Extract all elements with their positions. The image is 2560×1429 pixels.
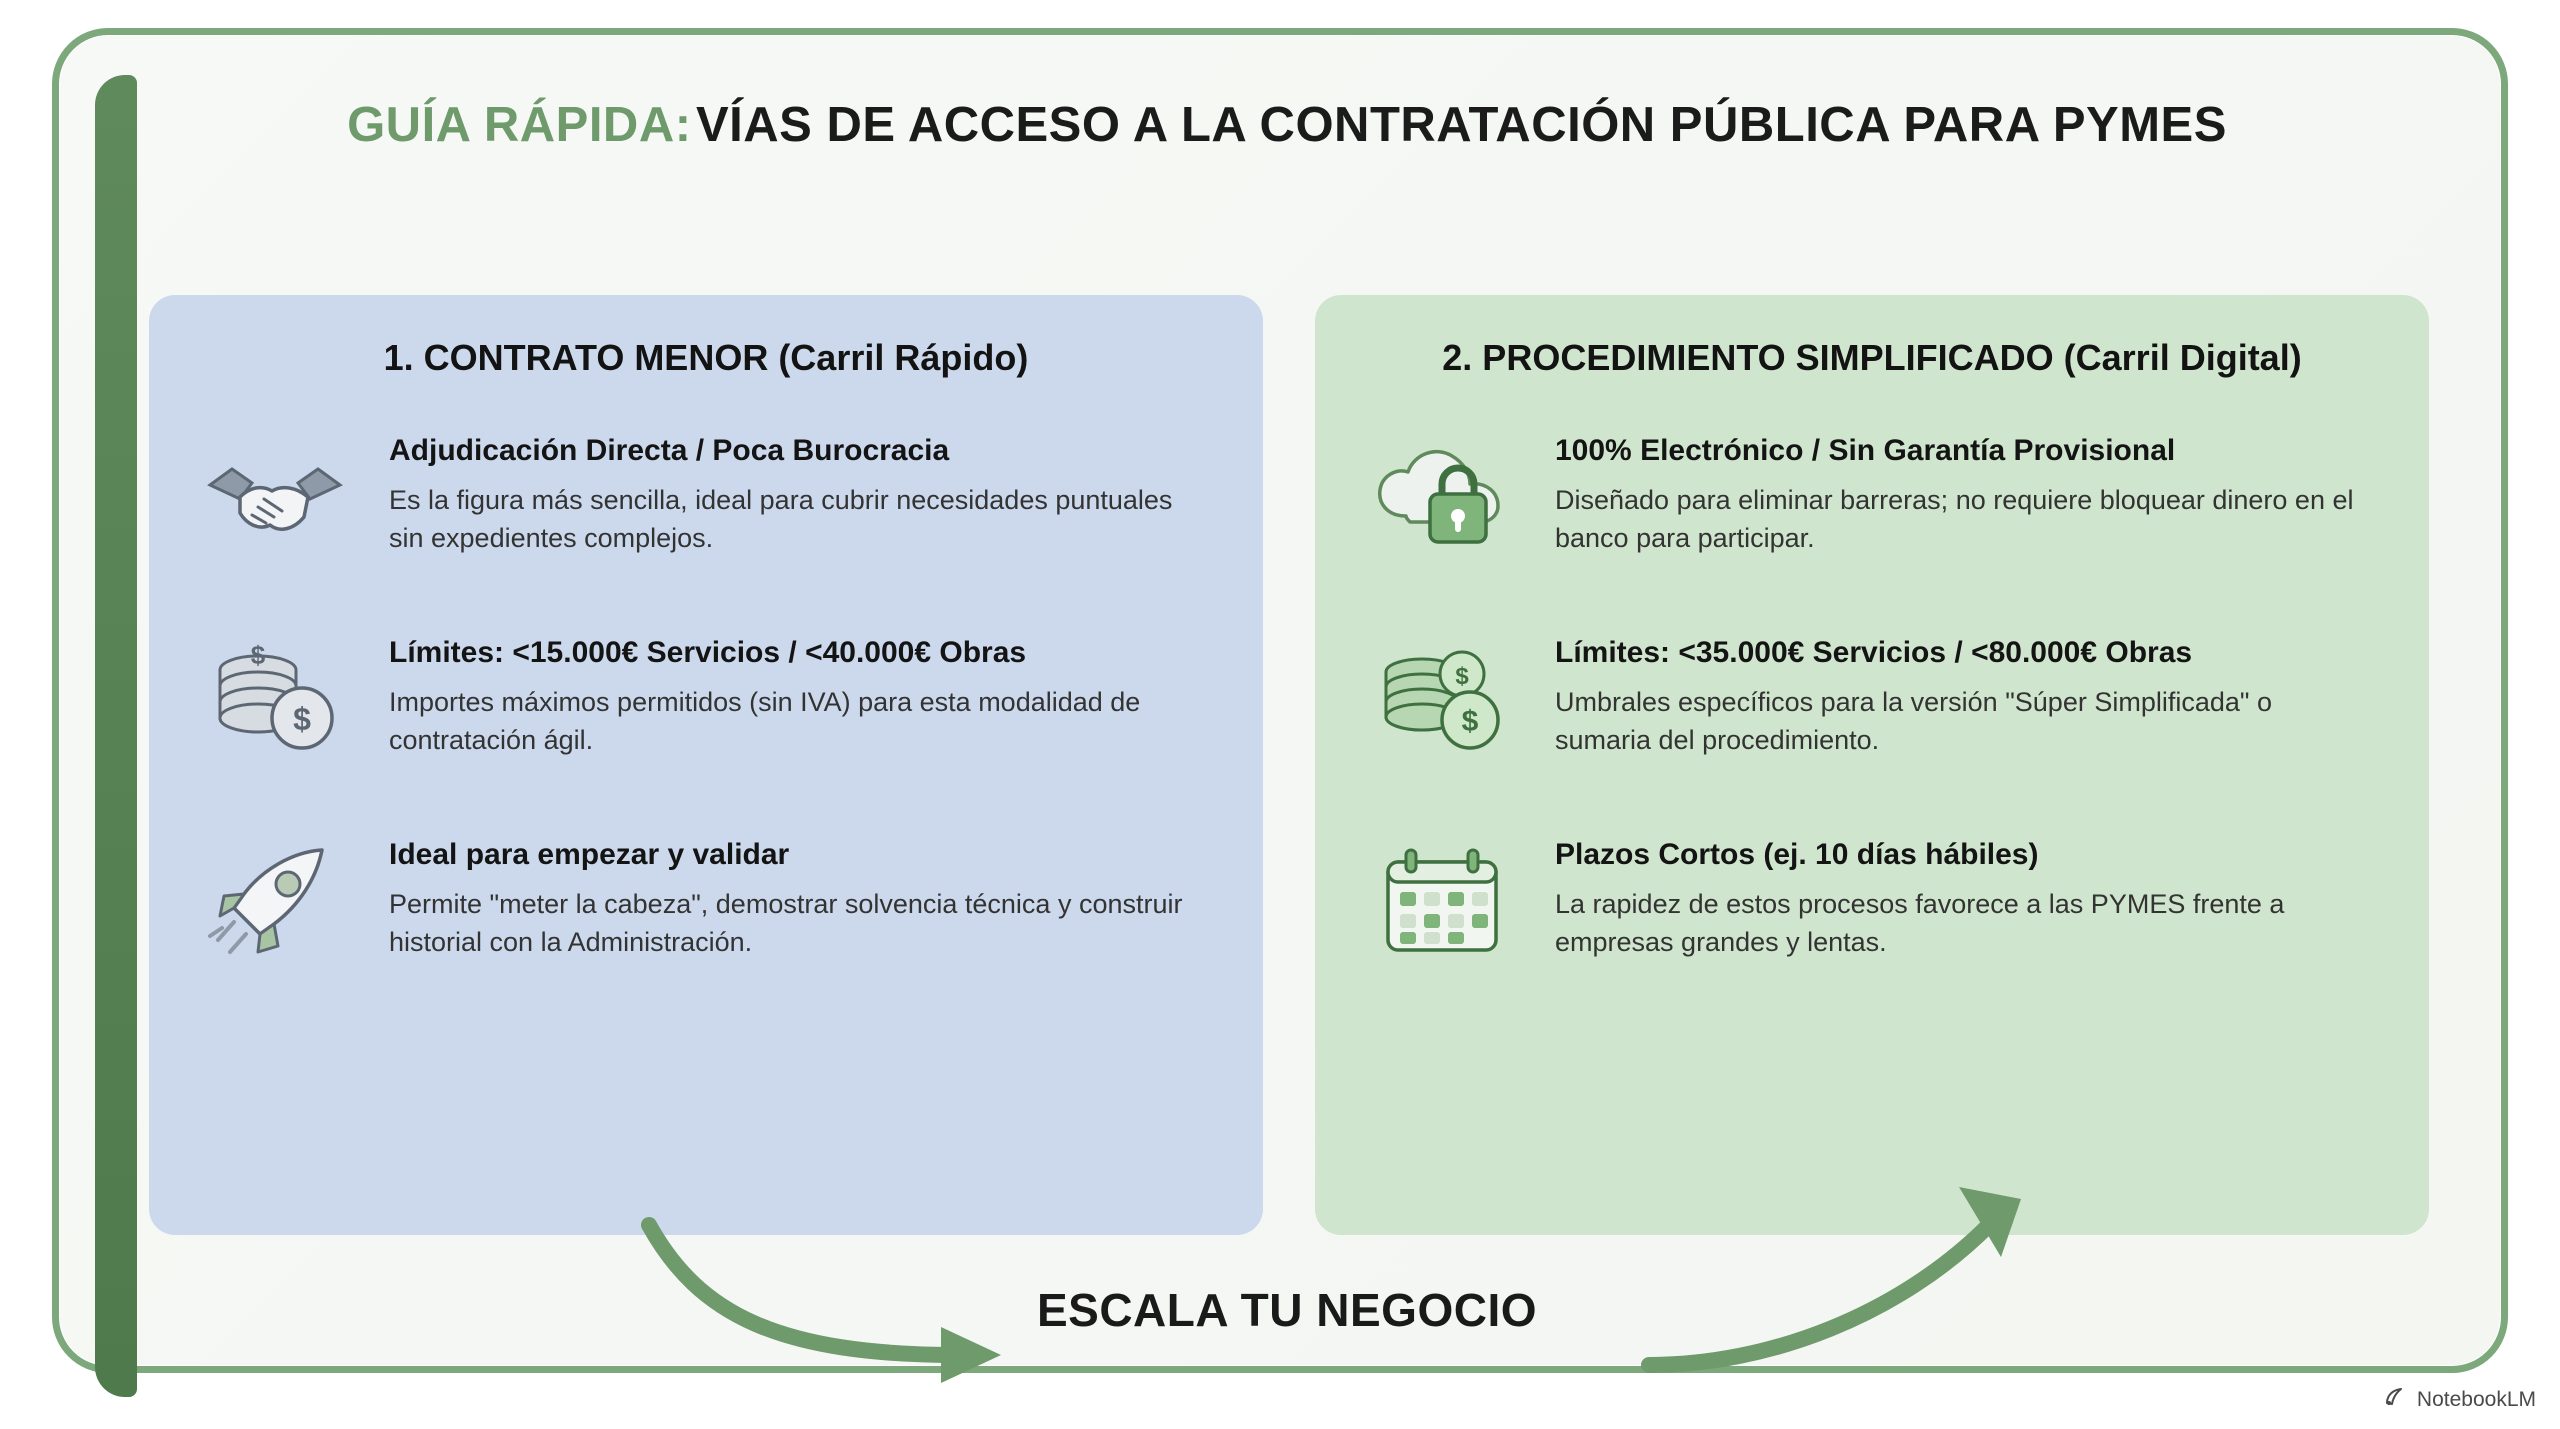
svg-text:$: $ bbox=[1455, 663, 1469, 690]
rocket-icon bbox=[195, 831, 355, 971]
feature-row bbox=[1361, 831, 2383, 971]
feature-heading: Plazos Cortos (ej. 10 días hábiles) bbox=[1555, 838, 2039, 871]
feature-body: Permite "meter la cabeza", demostrar solvencia técnica y construir historial con la Administración. bbox=[389, 889, 1183, 958]
cloud-lock-icon bbox=[1361, 427, 1521, 567]
coins-icon bbox=[195, 629, 355, 769]
feature-body: Es la figura más sencilla, ideal para cubrir necesidades puntuales sin expedientes complejos. bbox=[389, 485, 1173, 554]
card-title: 2. PROCEDIMIENTO SIMPLIFICADO (Carril Digital) bbox=[1442, 337, 2302, 378]
feature-row bbox=[195, 831, 1217, 971]
infographic-frame bbox=[52, 28, 2508, 1373]
feature-heading: 100% Electrónico / Sin Garantía Provisional bbox=[1555, 434, 2176, 467]
feature-heading: Adjudicación Directa / Poca Burocracia bbox=[389, 434, 950, 467]
card-procedimiento-simplificado bbox=[1315, 295, 2429, 1235]
footer-cta-band bbox=[59, 1245, 2515, 1375]
feature-body: Diseñado para eliminar barreras; no requiere bloquear dinero en el banco para participar. bbox=[1555, 485, 2354, 554]
feature-text bbox=[1555, 427, 2355, 558]
feature-text bbox=[1555, 831, 2355, 962]
feature-row bbox=[195, 629, 1217, 769]
feature-text bbox=[389, 427, 1189, 558]
brand-watermark bbox=[2383, 1385, 2536, 1415]
card-title: 1. CONTRATO MENOR (Carril Rápido) bbox=[383, 337, 1029, 378]
page-title bbox=[59, 97, 2515, 153]
feature-text bbox=[389, 831, 1189, 962]
title-main: VÍAS DE ACCESO A LA CONTRATACIÓN PÚBLICA PARA PYMES bbox=[695, 98, 2227, 152]
notebooklm-icon bbox=[2383, 1385, 2407, 1415]
calendar-icon bbox=[1361, 831, 1521, 971]
svg-text:$: $ bbox=[250, 640, 266, 670]
svg-text:$: $ bbox=[293, 701, 311, 737]
coins-icon bbox=[1361, 629, 1521, 769]
feature-row bbox=[1361, 427, 2383, 567]
feature-row bbox=[195, 427, 1217, 567]
feature-body: Umbrales específicos para la versión "Súper Simplificada" o sumaria del procedimiento. bbox=[1555, 687, 2272, 756]
feature-body: Importes máximos permitidos (sin IVA) para esta modalidad de contratación ágil. bbox=[389, 687, 1141, 756]
feature-text bbox=[389, 629, 1189, 760]
card-contrato-menor bbox=[149, 295, 1263, 1235]
feature-row bbox=[1361, 629, 2383, 769]
title-accent: GUÍA RÁPIDA: bbox=[347, 98, 692, 152]
brand-name: NotebookLM bbox=[2416, 1388, 2536, 1411]
feature-text bbox=[1555, 629, 2355, 760]
feature-heading: Límites: <15.000€ Servicios / <40.000€ Obras bbox=[389, 636, 1027, 669]
feature-heading: Límites: <35.000€ Servicios / <80.000€ Obras bbox=[1555, 636, 2193, 669]
svg-text:$: $ bbox=[1461, 705, 1479, 738]
handshake-icon bbox=[195, 427, 355, 567]
left-spine-accent bbox=[95, 75, 137, 1397]
feature-heading: Ideal para empezar y validar bbox=[389, 838, 790, 871]
feature-body: La rapidez de estos procesos favorece a las PYMES frente a empresas grandes y lentas. bbox=[1555, 889, 2285, 958]
cards-container bbox=[149, 295, 2429, 1235]
footer-cta-text: ESCALA TU NEGOCIO bbox=[1036, 1284, 1538, 1336]
